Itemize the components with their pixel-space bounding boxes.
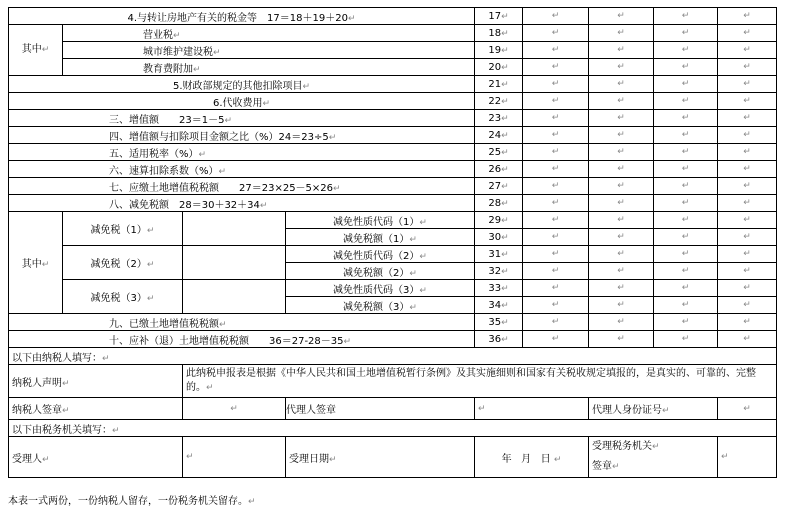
value-cell[interactable]: ↵ <box>589 246 654 263</box>
value-cell[interactable]: ↵ <box>718 59 777 76</box>
receiver-row <box>9 437 777 478</box>
value-cell[interactable]: ↵ <box>718 314 777 331</box>
value-cell[interactable]: ↵ <box>718 76 777 93</box>
taxpayer-sign-label: 纳税人签章↵ <box>9 398 183 420</box>
value-cell[interactable]: ↵ <box>589 127 654 144</box>
row-31 <box>9 246 777 263</box>
row-36 <box>9 331 777 348</box>
authority-header-row <box>9 420 777 437</box>
value-cell[interactable]: ↵ <box>523 246 589 263</box>
value-cell[interactable]: ↵ <box>589 297 654 314</box>
value-cell[interactable]: ↵ <box>654 280 718 297</box>
row-20 <box>9 59 777 76</box>
value-cell[interactable]: ↵ <box>589 93 654 110</box>
office-sign-field[interactable]: ↵ <box>718 437 777 478</box>
declaration-label: 纳税人声明↵ <box>9 365 183 398</box>
row-33 <box>9 280 777 297</box>
reduction-group-label: 减免税（3）↵ <box>63 280 183 314</box>
value-cell[interactable]: ↵ <box>718 93 777 110</box>
line-number: 25↵ <box>475 144 523 161</box>
line-number: 26↵ <box>475 161 523 178</box>
line-number: 20↵ <box>475 59 523 76</box>
value-cell[interactable]: ↵ <box>718 263 777 280</box>
value-cell[interactable]: ↵ <box>523 144 589 161</box>
row-19 <box>9 42 777 59</box>
value-cell[interactable]: ↵ <box>589 8 654 25</box>
value-cell[interactable]: ↵ <box>523 195 589 212</box>
value-cell[interactable]: ↵ <box>523 212 589 229</box>
line-number: 36↵ <box>475 331 523 348</box>
reduction-amount-label: 减免税额（3）↵ <box>286 297 475 314</box>
value-cell[interactable]: ↵ <box>718 161 777 178</box>
line-number: 33↵ <box>475 280 523 297</box>
row-label: 五、适用税率（%）↵ <box>9 144 475 161</box>
declaration-row <box>9 365 777 398</box>
value-cell[interactable]: ↵ <box>654 42 718 59</box>
row-18 <box>9 25 777 42</box>
taxpayer-sign-field[interactable]: ↵ <box>183 398 286 420</box>
row-28 <box>9 195 777 212</box>
value-cell[interactable]: ↵ <box>589 25 654 42</box>
value-cell[interactable]: ↵ <box>654 8 718 25</box>
reduction-code-label: 减免性质代码（2）↵ <box>286 246 475 263</box>
row-label: 十、应补（退）土地增值税税额 36＝27-28－35↵ <box>9 331 475 348</box>
line-number: 30↵ <box>475 229 523 246</box>
value-cell[interactable]: ↵ <box>718 144 777 161</box>
row-label: 城市维护建设税↵ <box>63 42 475 59</box>
value-cell[interactable]: ↵ <box>654 195 718 212</box>
row-35 <box>9 314 777 331</box>
reduction-code-label: 减免性质代码（1）↵ <box>286 212 475 229</box>
value-cell[interactable]: ↵ <box>654 314 718 331</box>
row-29 <box>9 212 777 229</box>
row-label: 5.财政部规定的其他扣除项目↵ <box>9 76 475 93</box>
value-cell[interactable]: ↵ <box>654 93 718 110</box>
value-cell[interactable]: ↵ <box>589 161 654 178</box>
row-label: 九、已缴土地增值税税额↵ <box>9 314 475 331</box>
value-cell[interactable]: ↵ <box>589 144 654 161</box>
row-24 <box>9 127 777 144</box>
value-cell[interactable]: ↵ <box>523 93 589 110</box>
signature-row <box>9 398 777 420</box>
value-cell[interactable]: ↵ <box>718 195 777 212</box>
value-cell[interactable]: ↵ <box>589 110 654 127</box>
line-number: 28↵ <box>475 195 523 212</box>
line-number: 17↵ <box>475 8 523 25</box>
value-cell[interactable]: ↵ <box>654 161 718 178</box>
value-cell[interactable]: ↵ <box>523 8 589 25</box>
value-cell[interactable]: ↵ <box>654 246 718 263</box>
row-label: 4.与转让房地产有关的税金等 17＝18＋19＋20↵ <box>9 8 475 25</box>
row-21 <box>9 76 777 93</box>
value-cell[interactable]: ↵ <box>654 212 718 229</box>
value-cell[interactable]: ↵ <box>589 331 654 348</box>
value-cell[interactable]: ↵ <box>654 110 718 127</box>
tax-return-table <box>8 7 777 478</box>
line-number: 23↵ <box>475 110 523 127</box>
line-number: 24↵ <box>475 127 523 144</box>
value-cell[interactable]: ↵ <box>523 127 589 144</box>
receive-date-field[interactable]: 年 月 日 ↵ <box>475 437 589 478</box>
row-label: 八、减免税额 28＝30＋32＋34↵ <box>9 195 475 212</box>
row-22 <box>9 93 777 110</box>
reduction-group-blank <box>183 246 286 280</box>
tax-form <box>8 7 776 478</box>
value-cell[interactable]: ↵ <box>589 280 654 297</box>
value-cell[interactable]: ↵ <box>654 59 718 76</box>
value-cell[interactable]: ↵ <box>523 76 589 93</box>
value-cell[interactable]: ↵ <box>718 331 777 348</box>
row-label: 三、增值额 23＝1－5↵ <box>9 110 475 127</box>
declaration-text: 此纳税申报表是根据《中华人民共和国土地增值税暂行条例》及其实施细则和国家有关税收规定填报的，是真实的、可靠的、完整的。↵ <box>183 365 777 398</box>
footer-note: 本表一式两份，一份纳税人留存，一份税务机关留存。↵ <box>8 496 256 507</box>
row-label: 教育费附加↵ <box>63 59 475 76</box>
qizhong-label: 其中↵ <box>9 25 63 76</box>
row-23 <box>9 110 777 127</box>
line-number: 27↵ <box>475 178 523 195</box>
value-cell[interactable]: ↵ <box>718 246 777 263</box>
value-cell[interactable]: ↵ <box>523 42 589 59</box>
agent-sign-field[interactable]: ↵ <box>475 398 589 420</box>
reduction-group-blank <box>183 212 286 246</box>
value-cell[interactable]: ↵ <box>523 263 589 280</box>
line-number: 18↵ <box>475 25 523 42</box>
value-cell[interactable]: ↵ <box>654 331 718 348</box>
value-cell[interactable]: ↵ <box>523 297 589 314</box>
line-number: 29↵ <box>475 212 523 229</box>
receiver-field[interactable]: ↵ <box>183 437 286 478</box>
value-cell[interactable]: ↵ <box>523 110 589 127</box>
row-label: 四、增值额与扣除项目金额之比（%）24＝23÷5↵ <box>9 127 475 144</box>
value-cell[interactable]: ↵ <box>523 161 589 178</box>
value-cell[interactable]: ↵ <box>654 25 718 42</box>
value-cell[interactable]: ↵ <box>523 59 589 76</box>
row-25 <box>9 144 777 161</box>
value-cell[interactable]: ↵ <box>654 144 718 161</box>
qizhong-label: 其中↵ <box>9 212 63 314</box>
line-number: 32↵ <box>475 263 523 280</box>
receiver-label: 受理人↵ <box>9 437 183 478</box>
line-number: 22↵ <box>475 93 523 110</box>
value-cell[interactable]: ↵ <box>718 42 777 59</box>
reduction-group-blank <box>183 280 286 314</box>
value-cell[interactable]: ↵ <box>654 178 718 195</box>
reduction-amount-label: 减免税额（2）↵ <box>286 263 475 280</box>
value-cell[interactable]: ↵ <box>718 280 777 297</box>
value-cell[interactable]: ↵ <box>523 229 589 246</box>
row-label: 七、应缴土地增值税税额 27＝23×25－5×26↵ <box>9 178 475 195</box>
value-cell[interactable]: ↵ <box>718 212 777 229</box>
line-number: 21↵ <box>475 76 523 93</box>
taxpayer-header-row <box>9 348 777 365</box>
reduction-group-label: 减免税（2）↵ <box>63 246 183 280</box>
value-cell[interactable]: ↵ <box>589 42 654 59</box>
value-cell[interactable]: ↵ <box>718 297 777 314</box>
value-cell[interactable]: ↵ <box>589 314 654 331</box>
value-cell[interactable]: ↵ <box>523 280 589 297</box>
value-cell[interactable]: ↵ <box>718 229 777 246</box>
line-number: 31↵ <box>475 246 523 263</box>
value-cell[interactable]: ↵ <box>654 263 718 280</box>
value-cell[interactable]: ↵ <box>718 8 777 25</box>
value-cell[interactable]: ↵ <box>718 178 777 195</box>
row-17 <box>9 8 777 25</box>
value-cell[interactable]: ↵ <box>523 25 589 42</box>
value-cell[interactable]: ↵ <box>718 25 777 42</box>
authority-fill-header: 以下由税务机关填写：↵ <box>9 420 777 437</box>
row-label: 六、速算扣除系数（%）↵ <box>9 161 475 178</box>
value-cell[interactable]: ↵ <box>523 314 589 331</box>
line-number: 19↵ <box>475 42 523 59</box>
row-label: 6.代收费用↵ <box>9 93 475 110</box>
value-cell[interactable]: ↵ <box>654 297 718 314</box>
value-cell[interactable]: ↵ <box>654 229 718 246</box>
line-number: 35↵ <box>475 314 523 331</box>
office-sign-label: 受理税务机关↵ 签章↵ <box>589 437 718 478</box>
value-cell[interactable]: ↵ <box>589 76 654 93</box>
value-cell[interactable]: ↵ <box>589 178 654 195</box>
value-cell[interactable]: ↵ <box>718 110 777 127</box>
value-cell[interactable]: ↵ <box>718 127 777 144</box>
reduction-amount-label: 减免税额（1）↵ <box>286 229 475 246</box>
value-cell[interactable]: ↵ <box>523 331 589 348</box>
value-cell[interactable]: ↵ <box>654 127 718 144</box>
row-27 <box>9 178 777 195</box>
row-26 <box>9 161 777 178</box>
receive-date-label: 受理日期↵ <box>286 437 475 478</box>
row-label: 营业税↵ <box>63 25 475 42</box>
line-number: 34↵ <box>475 297 523 314</box>
taxpayer-fill-header: 以下由纳税人填写：↵ <box>9 348 777 365</box>
reduction-group-label: 减免税（1）↵ <box>63 212 183 246</box>
value-cell[interactable]: ↵ <box>589 212 654 229</box>
agent-id-field[interactable]: ↵ <box>718 398 777 420</box>
value-cell[interactable]: ↵ <box>654 76 718 93</box>
value-cell[interactable]: ↵ <box>523 178 589 195</box>
agent-sign-cell: 代理人签章 <box>286 398 475 420</box>
value-cell[interactable]: ↵ <box>589 229 654 246</box>
value-cell[interactable]: ↵ <box>589 195 654 212</box>
reduction-code-label: 减免性质代码（3）↵ <box>286 280 475 297</box>
value-cell[interactable]: ↵ <box>589 263 654 280</box>
agent-id-label: 代理人身份证号↵ <box>589 398 718 420</box>
value-cell[interactable]: ↵ <box>589 59 654 76</box>
